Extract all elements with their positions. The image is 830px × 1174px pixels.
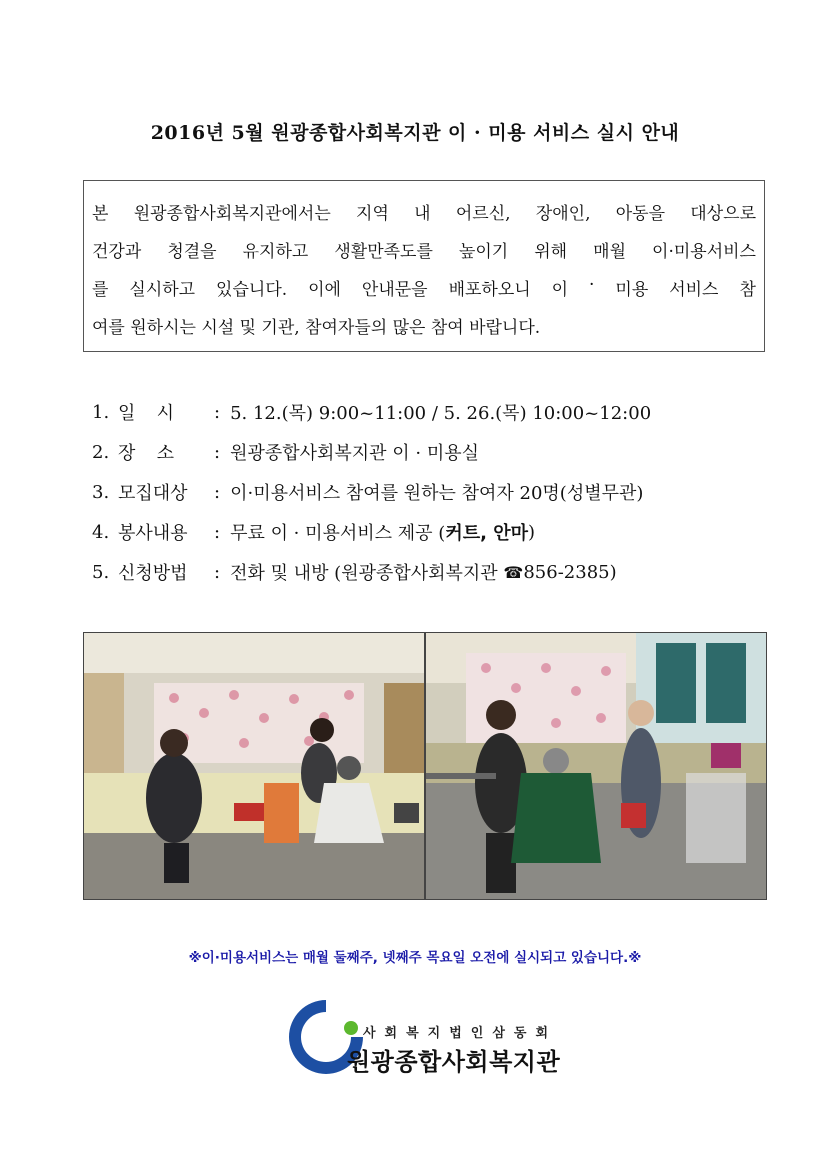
label-char: 장 [118,443,136,464]
phone-icon: ☎ [503,562,524,582]
item-value: 무료 이 · 미용서비스 제공 ( [230,523,446,544]
intro-word: 본 [92,204,109,224]
item-label [118,439,174,465]
item-value: 5. 12.(목) 9:00~11:00 / 5. 26.(목) 10:00~12:00 [230,403,652,424]
intro-word: 배포하오니 [448,280,531,300]
item-label: 봉사내용 [118,523,188,544]
item-label: 모집대상 [118,483,188,504]
item-value-bold: 커트, 안마 [445,523,528,544]
colon: : [214,441,221,463]
intro-word: 위해 [534,242,568,262]
photo-haircut-2 [425,632,767,900]
phone-number: 856-2385 [523,561,610,583]
label-char: 일 [118,403,136,424]
intro-word: 생활만족도를 [334,242,433,262]
intro-word: 있습니다. [216,280,288,300]
intro-line-4 [92,313,756,338]
intro-word: 실시하고 [129,280,196,300]
info-list [92,392,651,592]
logo-name: 원광종합사회복지관 [347,1048,561,1076]
item-value: 전화 및 내방 (원광종합사회복지관 [230,563,504,584]
intro-word: 이에 [308,280,341,300]
intro-line-2 [92,237,756,262]
intro-word: 미용 [615,280,649,300]
colon: : [214,401,221,423]
intro-word: 장애인, [535,204,591,224]
notice-text: ※이·미용서비스는 매월 둘째주, 넷째주 목요일 오전에 실시되고 있습니다.※ [188,950,642,966]
intro-word: 지역 [356,204,389,224]
intro-word: 아동을 [615,204,666,224]
info-item-place [92,432,651,472]
intro-box [83,180,765,352]
intro-word: 이 [551,280,569,300]
item-label [118,399,174,425]
item-number: 2. [92,441,110,463]
intro-word: 대상으로 [690,204,756,224]
info-item-date [92,392,651,432]
item-value: 원광종합사회복지관 이 · 미용실 [230,443,480,464]
info-item-apply [92,552,651,592]
intro-line-1 [92,199,756,224]
intro-word: 를 [92,280,109,300]
intro-word: 매월 [593,242,626,262]
page-title: 2016년 5월 원광종합사회복지관 이 · 미용 서비스 실시 안내 [150,122,680,144]
intro-word: 원광종합사회복지관에서는 [133,204,331,224]
item-value-end: ) [609,561,617,583]
logo-subtitle: 사회복지법인삼동회 [363,1026,558,1041]
intro-line-3 [92,275,756,300]
organization-logo [285,996,615,1086]
intro-word: 건강과 [92,242,142,262]
item-number: 5. [92,561,110,583]
item-number: 1. [92,401,110,423]
intro-word: 어르신, [455,204,511,224]
intro-word: 서비스 [669,280,719,300]
intro-word: 여를 원하시는 시설 및 기관, 참여자들의 많은 참여 바랍니다. [92,318,541,338]
item-number: 3. [92,481,110,503]
item-value-end: ) [527,521,535,543]
info-item-target [92,472,651,512]
intro-word: · [589,275,595,295]
intro-word: 참 [739,280,756,300]
colon: : [214,481,221,503]
colon: : [214,521,221,543]
info-item-content [92,512,651,552]
intro-word: 청결을 [167,242,217,262]
intro-word: 내 [414,204,431,224]
colon: : [214,561,221,583]
label-char: 시 [156,403,174,424]
intro-word: 높이기 [458,242,509,262]
label-char: 소 [156,443,174,464]
intro-word: 이·미용서비스 [652,242,756,262]
item-number: 4. [92,521,110,543]
item-value: 이·미용서비스 참여를 원하는 참여자 20명(성별무관) [230,483,644,504]
intro-word: 유지하고 [242,242,309,262]
photo-haircut-1 [83,632,425,900]
item-label: 신청방법 [118,563,188,584]
intro-word: 안내문을 [361,280,428,300]
